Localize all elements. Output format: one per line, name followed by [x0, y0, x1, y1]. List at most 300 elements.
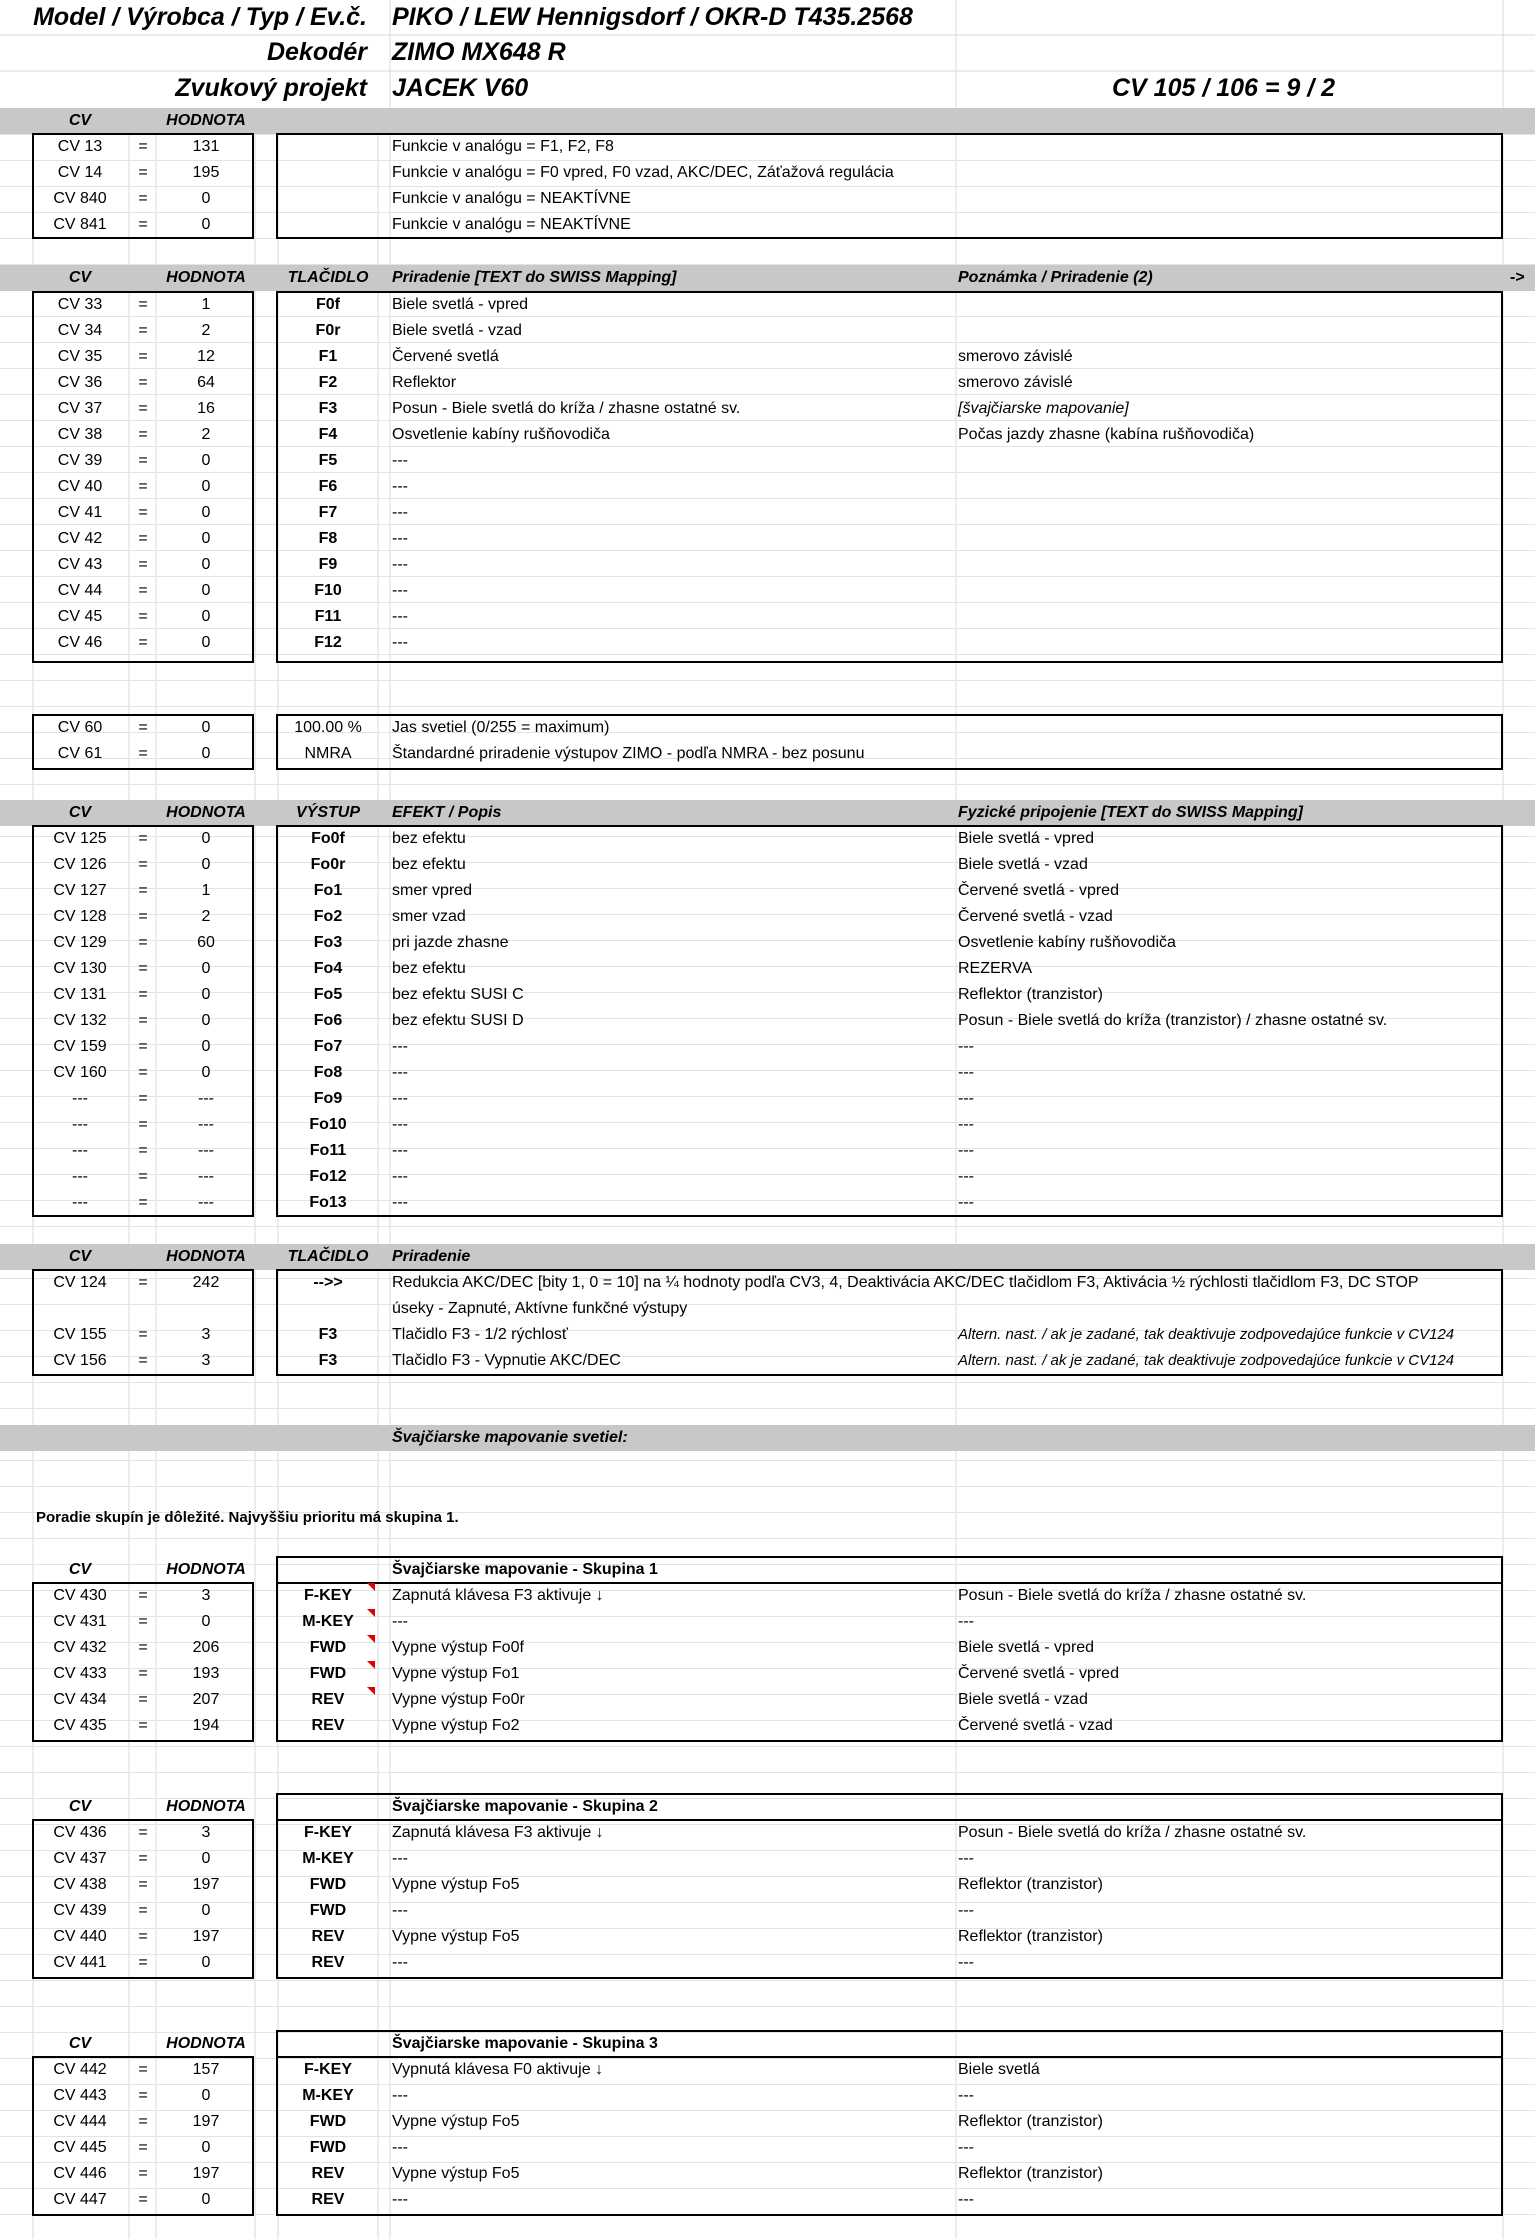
swiss-row-value: 206	[192, 1639, 220, 1656]
function-row-value: 16	[197, 400, 215, 417]
swiss-row-eq: =	[138, 2165, 148, 2182]
output-row-eq: =	[138, 1064, 148, 1081]
function-row-value: 12	[197, 348, 215, 365]
output-row-value: ---	[198, 1116, 214, 1133]
function-row-description: Reflektor	[392, 374, 457, 391]
akc-row-eq: =	[138, 1326, 148, 1343]
output-row-cv: CV 125	[53, 830, 107, 847]
akc-row-description: Tlačidlo F3 - Vypnutie AKC/DEC	[392, 1352, 621, 1369]
col-value-header: HODNOTA	[166, 269, 246, 286]
function-row-eq: =	[138, 426, 148, 443]
function-row-value: 0	[201, 452, 211, 469]
akc-row-note: Altern. nast. / ak je zadané, tak deaktivuje zodpovedajúce funkcie v CV124	[958, 1352, 1455, 1369]
col-output-header: VÝSTUP	[295, 804, 360, 821]
col-effect-header: EFEKT / Popis	[392, 804, 502, 821]
function-row-eq: =	[138, 452, 148, 469]
function-row-key: F7	[318, 504, 338, 521]
function-row-value: 0	[201, 478, 211, 495]
swiss-row-value: 0	[201, 2139, 211, 2156]
swiss-row-note: Posun - Biele svetlá do kríža / zhasne ostatné sv.	[958, 1587, 1307, 1604]
swiss-row-cv: CV 447	[53, 2191, 107, 2208]
function-row-cv: CV 40	[57, 478, 103, 495]
analog-row-eq: =	[138, 138, 148, 155]
output-row-eq: =	[138, 1194, 148, 1211]
function-row-cv: CV 35	[57, 348, 103, 365]
swiss-row-cv: CV 441	[53, 1954, 107, 1971]
output-row-key: Fo2	[313, 908, 343, 925]
swiss-row-value: 197	[192, 2113, 220, 2130]
function-row-key: F6	[318, 478, 338, 495]
function-row-cv: CV 33	[57, 296, 103, 313]
output-row-value: 0	[201, 986, 211, 1003]
function-row-description: ---	[392, 452, 408, 469]
output-row-eq: =	[138, 1090, 148, 1107]
output-row-key: Fo6	[313, 1012, 343, 1029]
swiss-row-note: Biele svetlá - vpred	[958, 1639, 1095, 1656]
output-row-description: ---	[392, 1038, 408, 1055]
swiss-row-key: F-KEY	[304, 1824, 352, 1841]
output-row-description: ---	[392, 1168, 408, 1185]
output-row-key: Fo11	[309, 1142, 347, 1159]
misc-row-key: 100.00 %	[294, 719, 362, 736]
arrow-right-icon: ->	[1510, 269, 1525, 286]
analog-row-eq: =	[138, 164, 148, 181]
akc-row-cv: CV 155	[53, 1326, 107, 1343]
swiss-row-key: M-KEY	[302, 1850, 354, 1867]
swiss-row-cv: CV 432	[53, 1639, 107, 1656]
swiss-row-key: F-KEY	[304, 2061, 352, 2078]
output-row-note: Biele svetlá - vpred	[958, 830, 1095, 847]
output-row-cv: CV 127	[53, 882, 107, 899]
analog-row-value: 131	[192, 138, 220, 155]
swiss-row-note: ---	[958, 1954, 974, 1971]
swiss-row-value: 193	[192, 1665, 220, 1682]
function-row-key: F12	[314, 634, 342, 651]
swiss-group-value-header: HODNOTA	[166, 1561, 246, 1578]
function-row-cv: CV 45	[57, 608, 103, 625]
swiss-row-description: Zapnutá klávesa F3 aktivuje ↓	[392, 1824, 604, 1841]
function-row-key: F11	[314, 608, 342, 625]
swiss-title-row	[0, 1425, 1535, 1451]
swiss-row-key: F-KEY	[304, 1587, 352, 1604]
analog-row-description: Funkcie v analógu = F0 vpred, F0 vzad, AKC/DEC, Záťažová regulácia	[392, 164, 894, 181]
output-row-value: ---	[198, 1090, 214, 1107]
swiss-row-description: ---	[392, 2191, 408, 2208]
swiss-row-eq: =	[138, 2113, 148, 2130]
output-row-cv: CV 130	[53, 960, 107, 977]
swiss-row-description: Vypne výstup Fo5	[392, 1928, 520, 1945]
function-row-eq: =	[138, 348, 148, 365]
output-row-cv: CV 160	[53, 1064, 107, 1081]
swiss-priority-note: Poradie skupín je dôležité. Najvyššiu prioritu má skupina 1.	[36, 1509, 459, 1526]
swiss-row-eq: =	[138, 1665, 148, 1682]
function-row-cv: CV 46	[57, 634, 103, 651]
swiss-row-key: M-KEY	[302, 1613, 354, 1630]
output-row-note: ---	[958, 1116, 974, 1133]
comment-indicator-icon[interactable]	[367, 1583, 375, 1591]
output-row-value: ---	[198, 1168, 214, 1185]
function-row-cv: CV 38	[57, 426, 103, 443]
swiss-row-cv: CV 440	[53, 1928, 107, 1945]
function-row-eq: =	[138, 478, 148, 495]
swiss-row-value: 0	[201, 1954, 211, 1971]
output-row-note: Biele svetlá - vzad	[958, 856, 1088, 873]
function-row-eq: =	[138, 296, 148, 313]
swiss-row-eq: =	[138, 1876, 148, 1893]
output-row-cv: ---	[72, 1116, 88, 1133]
swiss-group-cv-header: CV	[68, 2035, 92, 2052]
akc-row-key: F3	[318, 1352, 338, 1369]
output-row-note: ---	[958, 1064, 974, 1081]
output-row-note: REZERVA	[958, 960, 1033, 977]
analog-row-value: 0	[201, 216, 211, 233]
function-row-description: ---	[392, 478, 408, 495]
output-row-cv: CV 128	[53, 908, 107, 925]
output-row-cv: CV 159	[53, 1038, 107, 1055]
swiss-row-description: ---	[392, 1850, 408, 1867]
output-row-key: Fo9	[313, 1090, 343, 1107]
output-row-value: ---	[198, 1194, 214, 1211]
col-cv-header: CV	[68, 1248, 92, 1265]
swiss-row-cv: CV 438	[53, 1876, 107, 1893]
analog-row-cv: CV 840	[53, 190, 107, 207]
output-row-cv: CV 132	[53, 1012, 107, 1029]
swiss-row-eq: =	[138, 1613, 148, 1630]
output-row-description: bez efektu SUSI D	[392, 1012, 524, 1029]
col-cv-header: CV	[68, 112, 92, 129]
function-row-value: 2	[201, 322, 211, 339]
function-row-note: smerovo závislé	[958, 348, 1073, 365]
comment-indicator-icon[interactable]	[367, 1609, 375, 1617]
output-row-note: ---	[958, 1142, 974, 1159]
analog-row-value: 0	[201, 190, 211, 207]
akc-row-eq: =	[138, 1352, 148, 1369]
swiss-row-cv: CV 436	[53, 1824, 107, 1841]
swiss-group-title: Švajčiarske mapovanie - Skupina 3	[392, 2035, 658, 2052]
output-row-note: ---	[958, 1090, 974, 1107]
function-row-value: 64	[197, 374, 215, 391]
function-row-description: ---	[392, 504, 408, 521]
misc-row-key: NMRA	[304, 745, 352, 762]
swiss-row-cv: CV 437	[53, 1850, 107, 1867]
swiss-row-value: 0	[201, 2087, 211, 2104]
swiss-row-eq: =	[138, 1954, 148, 1971]
function-row-eq: =	[138, 556, 148, 573]
output-row-note: ---	[958, 1168, 974, 1185]
decoder-value: ZIMO MX648 R	[392, 38, 566, 66]
function-row-eq: =	[138, 608, 148, 625]
output-row-description: smer vpred	[392, 882, 473, 899]
swiss-row-eq: =	[138, 1639, 148, 1656]
function-row-eq: =	[138, 504, 148, 521]
output-row-description: ---	[392, 1090, 408, 1107]
swiss-row-cv: CV 431	[53, 1613, 107, 1630]
function-row-description: ---	[392, 608, 408, 625]
output-row-eq: =	[138, 1168, 148, 1185]
misc-row-description: Jas svetiel (0/255 = maximum)	[392, 719, 610, 736]
function-row-value: 0	[201, 634, 211, 651]
output-row-eq: =	[138, 934, 148, 951]
swiss-row-note: Červené svetlá - vpred	[958, 1665, 1119, 1682]
col-value-header: HODNOTA	[166, 112, 246, 129]
function-row-value: 0	[201, 556, 211, 573]
cv124-eq: =	[138, 1274, 148, 1291]
akc-row-cv: CV 156	[53, 1352, 107, 1369]
swiss-row-eq: =	[138, 1587, 148, 1604]
analog-row-description: Funkcie v analógu = NEAKTÍVNE	[392, 190, 631, 207]
sound-project-value: JACEK V60	[392, 74, 529, 102]
output-row-note: ---	[958, 1194, 974, 1211]
swiss-row-key: FWD	[309, 1665, 347, 1682]
swiss-row-note: Biele svetlá	[958, 2061, 1040, 2078]
col-assignment-header: Priradenie	[392, 1248, 471, 1265]
function-row-value: 2	[201, 426, 211, 443]
sound-project-label: Zvukový projekt	[175, 74, 367, 102]
akc-row-note: Altern. nast. / ak je zadané, tak deaktivuje zodpovedajúce funkcie v CV124	[958, 1326, 1455, 1343]
swiss-row-cv: CV 444	[53, 2113, 107, 2130]
output-row-key: Fo3	[313, 934, 343, 951]
output-row-note: Reflektor (tranzistor)	[958, 986, 1103, 1003]
swiss-row-description: Vypne výstup Fo5	[392, 2165, 520, 2182]
swiss-row-value: 157	[192, 2061, 220, 2078]
swiss-row-description: Zapnutá klávesa F3 aktivuje ↓	[392, 1587, 604, 1604]
col-cv-header: CV	[68, 269, 92, 286]
output-row-cv: CV 131	[53, 986, 107, 1003]
swiss-row-cv: CV 433	[53, 1665, 107, 1682]
output-row-description: bez efektu	[392, 830, 466, 847]
swiss-row-key: M-KEY	[302, 2087, 354, 2104]
swiss-row-note: ---	[958, 2139, 974, 2156]
function-row-key: F8	[318, 530, 338, 547]
output-row-eq: =	[138, 960, 148, 977]
function-row-cv: CV 41	[57, 504, 103, 521]
swiss-row-note: Reflektor (tranzistor)	[958, 2165, 1103, 2182]
swiss-group-title: Švajčiarske mapovanie - Skupina 1	[392, 1561, 658, 1578]
function-row-cv: CV 42	[57, 530, 103, 547]
swiss-row-key: REV	[311, 2191, 345, 2208]
swiss-row-note: Biele svetlá - vzad	[958, 1691, 1088, 1708]
analog-row-cv: CV 14	[57, 164, 103, 181]
output-row-cv: ---	[72, 1142, 88, 1159]
output-row-value: 0	[201, 856, 211, 873]
swiss-title: Švajčiarske mapovanie svetiel:	[392, 1429, 628, 1446]
function-row-description: Červené svetlá	[392, 348, 499, 365]
output-row-value: 0	[201, 1064, 211, 1081]
swiss-row-description: Vypnutá klávesa F0 aktivuje ↓	[392, 2061, 604, 2078]
output-row-eq: =	[138, 1142, 148, 1159]
function-row-key: F3	[318, 400, 338, 417]
output-row-value: 0	[201, 1012, 211, 1029]
function-row-cv: CV 34	[57, 322, 103, 339]
akc-row-value: 3	[201, 1352, 211, 1369]
swiss-row-key: FWD	[309, 2139, 347, 2156]
function-row-value: 1	[201, 296, 211, 313]
swiss-row-value: 0	[201, 1902, 211, 1919]
output-row-key: Fo10	[309, 1116, 347, 1133]
output-row-cv: ---	[72, 1168, 88, 1185]
swiss-row-description: Vypne výstup Fo5	[392, 1876, 520, 1893]
swiss-row-cv: CV 435	[53, 1717, 107, 1734]
function-row-cv: CV 37	[57, 400, 103, 417]
swiss-group-cv-header: CV	[68, 1561, 92, 1578]
col-assignment-header: Priradenie [TEXT do SWISS Mapping]	[392, 269, 677, 286]
cv124-key: -->>	[313, 1274, 343, 1291]
analog-row-description: Funkcie v analógu = NEAKTÍVNE	[392, 216, 631, 233]
swiss-row-note: ---	[958, 1613, 974, 1630]
function-row-eq: =	[138, 530, 148, 547]
misc-row-cv: CV 60	[57, 719, 103, 736]
swiss-row-key: REV	[311, 1717, 345, 1734]
analog-row-eq: =	[138, 190, 148, 207]
output-row-key: Fo0r	[310, 856, 346, 873]
function-row-value: 0	[201, 504, 211, 521]
swiss-row-description: ---	[392, 2087, 408, 2104]
output-row-description: ---	[392, 1116, 408, 1133]
output-row-cv: CV 129	[53, 934, 107, 951]
swiss-row-note: Reflektor (tranzistor)	[958, 1876, 1103, 1893]
function-row-description: ---	[392, 634, 408, 651]
misc-row-value: 0	[201, 745, 211, 762]
function-row-description: Osvetlenie kabíny rušňovodiča	[392, 426, 610, 443]
swiss-row-eq: =	[138, 2061, 148, 2078]
akc-row-key: F3	[318, 1326, 338, 1343]
swiss-row-eq: =	[138, 2139, 148, 2156]
function-row-description: Posun - Biele svetlá do kríža / zhasne ostatné sv.	[392, 400, 741, 417]
swiss-row-description: Vypne výstup Fo1	[392, 1665, 520, 1682]
col-key-header: TLAČIDLO	[287, 269, 369, 286]
swiss-row-cv: CV 434	[53, 1691, 107, 1708]
swiss-row-eq: =	[138, 1691, 148, 1708]
model-value: PIKO / LEW Hennigsdorf / OKR-D T435.2568	[392, 3, 913, 31]
function-row-eq: =	[138, 582, 148, 599]
swiss-row-eq: =	[138, 2191, 148, 2208]
swiss-row-value: 197	[192, 1876, 220, 1893]
function-row-key: F0r	[315, 322, 341, 339]
output-row-eq: =	[138, 882, 148, 899]
swiss-row-eq: =	[138, 2087, 148, 2104]
output-row-description: ---	[392, 1142, 408, 1159]
swiss-row-value: 0	[201, 1850, 211, 1867]
swiss-row-key: FWD	[309, 1902, 347, 1919]
swiss-row-key: REV	[311, 2165, 345, 2182]
swiss-row-key: REV	[311, 1691, 345, 1708]
swiss-row-eq: =	[138, 1717, 148, 1734]
col-value-header: HODNOTA	[166, 804, 246, 821]
col-key-header: TLAČIDLO	[287, 1248, 369, 1265]
output-row-note: Osvetlenie kabíny rušňovodiča	[958, 934, 1176, 951]
function-row-key: F5	[318, 452, 338, 469]
model-label: Model / Výrobca / Typ / Ev.č.	[33, 3, 367, 31]
swiss-row-key: REV	[311, 1928, 345, 1945]
output-row-eq: =	[138, 1012, 148, 1029]
function-row-note: [švajčiarske mapovanie]	[958, 400, 1129, 417]
function-row-key: F10	[314, 582, 342, 599]
swiss-group-title: Švajčiarske mapovanie - Skupina 2	[392, 1798, 658, 1815]
cv124-value: 242	[192, 1274, 220, 1291]
analog-row-value: 195	[192, 164, 220, 181]
comment-indicator-icon[interactable]	[367, 1661, 375, 1669]
col-physical-header: Fyzické pripojenie [TEXT do SWISS Mapping]	[958, 804, 1303, 821]
swiss-row-cv: CV 445	[53, 2139, 107, 2156]
output-row-key: Fo1	[313, 882, 343, 899]
swiss-row-eq: =	[138, 1824, 148, 1841]
function-row-description: Biele svetlá - vzad	[392, 322, 522, 339]
comment-indicator-icon[interactable]	[367, 1687, 375, 1695]
swiss-row-value: 0	[201, 2191, 211, 2208]
swiss-row-value: 197	[192, 2165, 220, 2182]
comment-indicator-icon[interactable]	[367, 1635, 375, 1643]
swiss-row-key: FWD	[309, 1639, 347, 1656]
cv124-description: Redukcia AKC/DEC [bity 1, 0 = 10] na ¼ hodnoty podľa CV3, 4, Deaktivácia AKC/DEC tlačidlom F3, Aktivácia ½ rýchlosti tlačidlom F3, DC STOP	[392, 1274, 1419, 1291]
cv-id-value: CV 105 / 106 = 9 / 2	[1112, 74, 1336, 102]
swiss-row-key: FWD	[309, 1876, 347, 1893]
output-row-cv: CV 126	[53, 856, 107, 873]
swiss-group-cv-header: CV	[68, 1798, 92, 1815]
output-row-key: Fo8	[313, 1064, 343, 1081]
swiss-row-cv: CV 443	[53, 2087, 107, 2104]
swiss-row-description: ---	[392, 2139, 408, 2156]
output-row-value: 0	[201, 1038, 211, 1055]
swiss-row-value: 3	[201, 1824, 211, 1841]
swiss-row-description: Vypne výstup Fo2	[392, 1717, 520, 1734]
swiss-row-cv: CV 442	[53, 2061, 107, 2078]
akc-row-value: 3	[201, 1326, 211, 1343]
col-value-header: HODNOTA	[166, 1248, 246, 1265]
output-row-eq: =	[138, 830, 148, 847]
swiss-row-description: ---	[392, 1613, 408, 1630]
function-row-description: ---	[392, 530, 408, 547]
swiss-row-eq: =	[138, 1850, 148, 1867]
function-row-eq: =	[138, 400, 148, 417]
output-row-eq: =	[138, 1038, 148, 1055]
output-row-key: Fo4	[313, 960, 343, 977]
swiss-row-key: FWD	[309, 2113, 347, 2130]
swiss-row-note: Červené svetlá - vzad	[958, 1717, 1113, 1734]
function-row-cv: CV 39	[57, 452, 103, 469]
output-row-eq: =	[138, 856, 148, 873]
function-row-key: F2	[318, 374, 338, 391]
swiss-row-value: 194	[192, 1717, 220, 1734]
swiss-row-value: 0	[201, 1613, 211, 1630]
swiss-row-description: ---	[392, 1902, 408, 1919]
function-row-value: 0	[201, 582, 211, 599]
output-row-value: 0	[201, 830, 211, 847]
swiss-row-description: Vypne výstup Fo5	[392, 2113, 520, 2130]
analog-row-eq: =	[138, 216, 148, 233]
swiss-group-value-header: HODNOTA	[166, 2035, 246, 2052]
swiss-row-note: ---	[958, 2087, 974, 2104]
output-row-note: Posun - Biele svetlá do kríža (tranzistor) / zhasne ostatné sv.	[958, 1012, 1388, 1029]
output-row-value: 1	[201, 882, 211, 899]
analog-row-description: Funkcie v analógu = F1, F2, F8	[392, 138, 614, 155]
function-row-cv: CV 43	[57, 556, 103, 573]
swiss-row-note: Posun - Biele svetlá do kríža / zhasne ostatné sv.	[958, 1824, 1307, 1841]
function-row-key: F1	[318, 348, 338, 365]
function-row-description: Biele svetlá - vpred	[392, 296, 529, 313]
output-row-eq: =	[138, 986, 148, 1003]
function-row-value: 0	[201, 530, 211, 547]
analog-row-cv: CV 13	[57, 138, 103, 155]
swiss-row-description: Vypne výstup Fo0r	[392, 1691, 525, 1708]
function-row-eq: =	[138, 322, 148, 339]
output-row-key: Fo12	[309, 1168, 347, 1185]
output-row-description: bez efektu SUSI C	[392, 986, 524, 1003]
function-row-description: ---	[392, 556, 408, 573]
output-row-note: Červené svetlá - vzad	[958, 908, 1113, 925]
function-row-note: Počas jazdy zhasne (kabína rušňovodiča)	[958, 426, 1255, 443]
output-row-eq: =	[138, 1116, 148, 1133]
misc-row-eq: =	[138, 745, 148, 762]
